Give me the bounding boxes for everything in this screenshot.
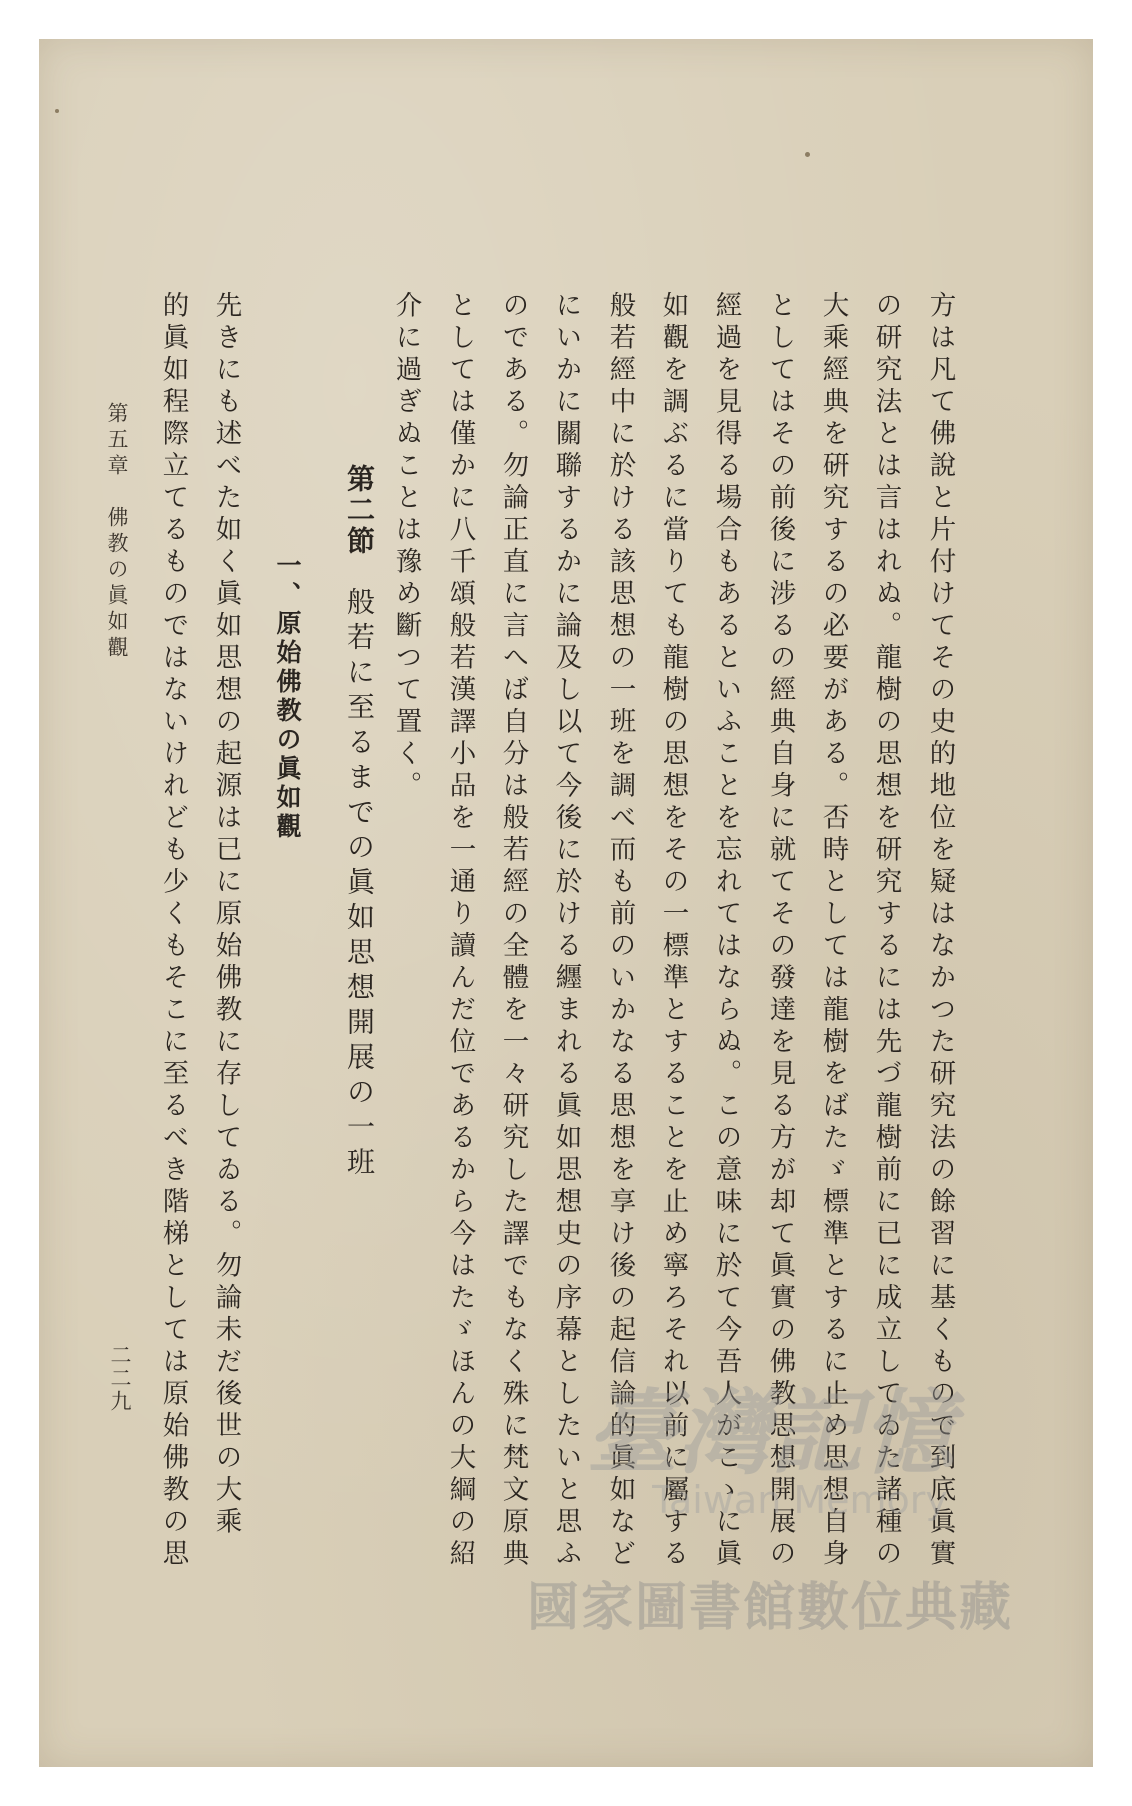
- body-column-7: 般若經中に於ける該思想の一班を調べ而も前のいかなる思想を享け後の起信論的眞如など: [604, 291, 636, 1571]
- body-column-1: 方は凡て佛說と片付けてその史的地位を疑はなかつた研究法の餘習に基くもので到底眞實: [924, 291, 956, 1571]
- body-column-5: 經過を見得る場合もあるといふことを忘れてはならぬ。この意味に於て今吾人がこゝに眞: [710, 291, 742, 1571]
- body-column-3: 大乘經典を硏究するの必要がある。否時としては龍樹をばたゞ標準とするに止め思想自身: [817, 291, 849, 1571]
- watermark-logo-script: 臺灣記憶: [585, 1379, 954, 1487]
- body-column-10: としては僅かに八千頌般若漢譯小品を一通り讀んだ位であるから今はたゞほんの大綱の紹: [444, 291, 476, 1571]
- subsection-heading: 一、原始佛教の眞如觀: [273, 552, 302, 842]
- paper-speck: [55, 109, 59, 113]
- body-column-12: 先きにも述べた如く眞如思想の起源は已に原始佛教に存してゐる。勿論未だ後世の大乘: [210, 291, 242, 1539]
- body-column-8: にいかに關聯するかに論及し以て今後に於ける纒まれる眞如思想史の序幕としたいと思ふ: [550, 291, 582, 1571]
- body-column-9: のである。勿論正直に言へば自分は般若經の全體を一々研究した譯でもなく殊に梵文原典: [497, 291, 529, 1571]
- watermark-latin-text: Taiwan Memory: [652, 1478, 948, 1522]
- body-column-6: 如觀を調ぶるに當りても龍樹の思想をその一標準とすることを止め寧ろそれ以前に屬する: [657, 291, 689, 1571]
- body-column-11: 介に過ぎぬことは豫め斷つて置く。: [390, 291, 422, 803]
- body-column-13: 的眞如程際立てるものではないけれども少くもそこに至るべき階梯としては原始佛教の思: [157, 291, 189, 1571]
- section-heading: [339, 464, 379, 1182]
- paper-speck: [805, 152, 810, 157]
- page-number: 二二九: [108, 1344, 132, 1413]
- library-watermark: [490, 1360, 1050, 1660]
- section-number: 第二節: [343, 464, 376, 557]
- body-column-4: としてはその前後に涉るの經典自身に就てその發達を見る方が却て眞實の佛教思想開展の: [764, 291, 796, 1571]
- section-title: 般若に至るまでの眞如思想開展の一班: [343, 587, 376, 1182]
- running-footer: 第五章 佛教の眞如觀: [105, 402, 129, 662]
- watermark-institution: 國家圖書館數位典藏: [526, 1578, 1013, 1638]
- body-column-2: の研究法とは言はれぬ。龍樹の思想を研究するには先づ龍樹前に已に成立してゐた諸種の: [870, 291, 902, 1571]
